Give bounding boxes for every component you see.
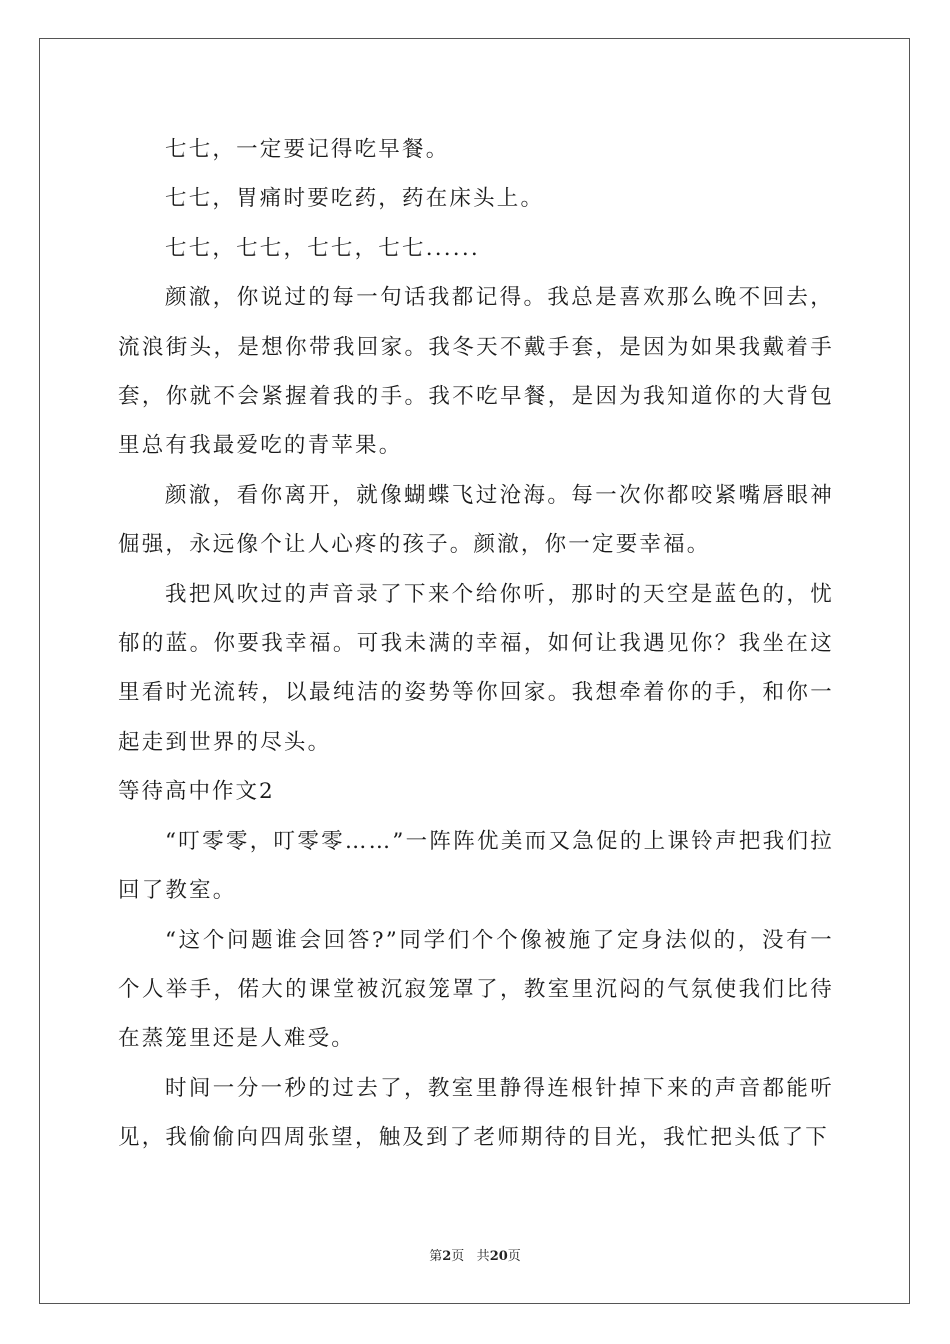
paragraph: 颜澈，你说过的每一句话我都记得。我总是喜欢那么晚不回去，流浪街头，是想你带我回家。我冬天不戴手套，是因为如果我戴着手套，你就不会紧握着我的手。我不吃早餐，是因为我知道你的大背包里总有我最爱吃的青苹果。 (118, 285, 834, 459)
paragraph: 七七，七七，七七，七七...... (165, 235, 480, 261)
section-heading: 等待高中作文2 (118, 779, 275, 805)
paragraph: “这个问题谁会回答?”同学们个个像被施了定身法似的，没有一个人举手，偌大的课堂被沉寂笼罩了，教室里沉闷的气氛使我们比待在蒸笼里还是人难受。 (118, 927, 834, 1052)
document-body (118, 125, 834, 1163)
paragraph: 颜澈，看你离开，就像蝴蝶飞过沧海。每一次你都咬紧嘴唇眼神倔强，永远像个让人心疼的孩子。颜澈，你一定要幸福。 (118, 482, 834, 558)
footer-page-word: 页 (451, 1249, 465, 1264)
paragraph: “叮零零，叮零零……”一阵阵优美而又急促的上课铃声把我们拉回了教室。 (118, 828, 834, 904)
paragraph: 七七，胃痛时要吃药，药在床头上。 (165, 186, 545, 212)
paragraph: 我把风吹过的声音录了下来个给你听，那时的天空是蓝色的，忧郁的蓝。你要我幸福。可我未满的幸福，如何让我遇见你？我坐在这里看时光流转，以最纯洁的姿势等你回家。我想牵着你的手，和你一起走到世界的尽头。 (118, 581, 834, 755)
footer-total-suffix: 页 (507, 1249, 521, 1264)
paragraph: 时间一分一秒的过去了，教室里静得连根针掉下来的声音都能听见，我偷偷向四周张望，触及到了老师期待的目光，我忙把头低了下 (118, 1075, 834, 1151)
footer-prefix: 第 (429, 1249, 443, 1264)
page-footer (0, 1245, 950, 1264)
total-page-count: 20 (489, 1249, 508, 1264)
footer-total-prefix: 共 (476, 1249, 490, 1264)
paragraph: 七七，一定要记得吃早餐。 (165, 137, 450, 162)
current-page-number: 2 (442, 1249, 452, 1264)
